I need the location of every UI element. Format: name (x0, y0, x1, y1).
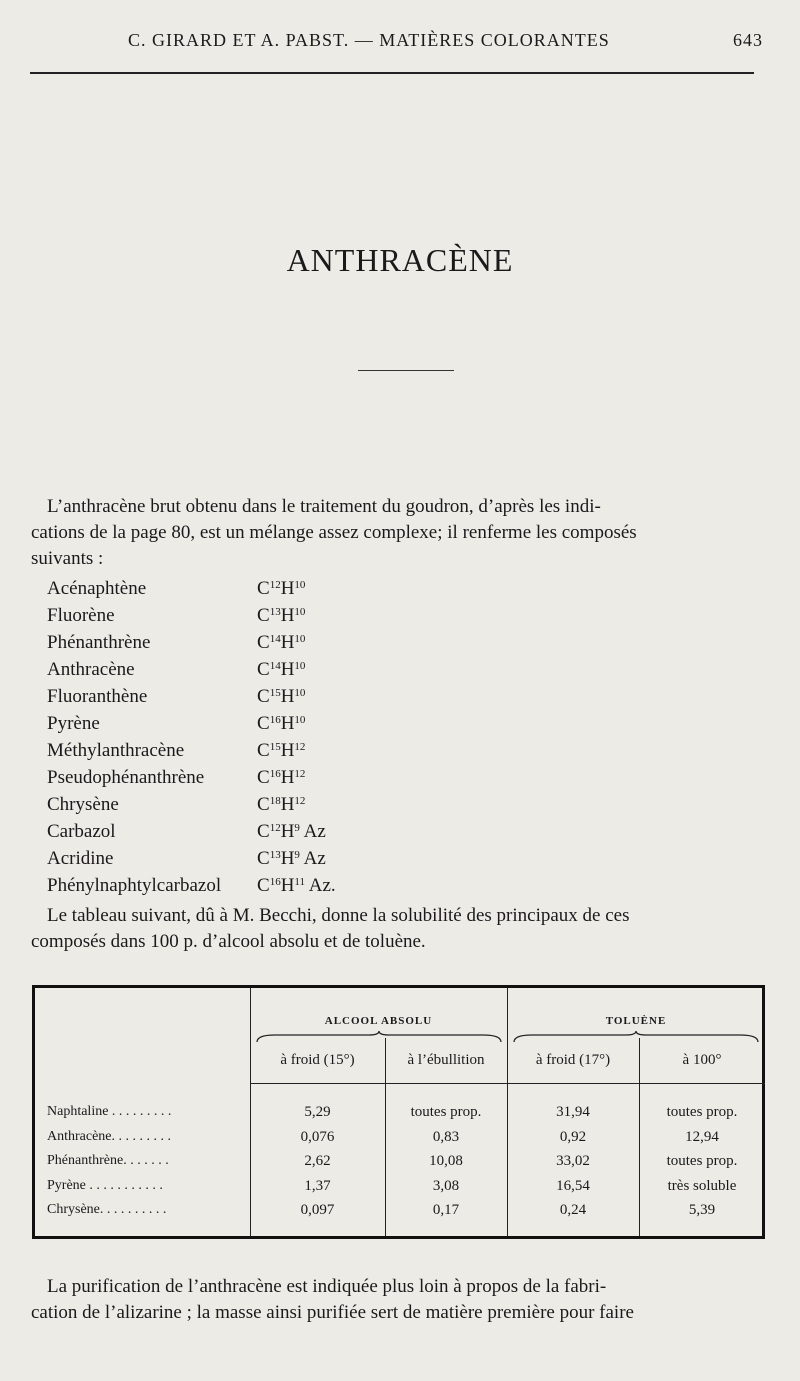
formula-element: C (257, 713, 270, 734)
formula-element: C (257, 848, 270, 869)
row-label: Pyrène . . . . . . . . . . . (47, 1177, 163, 1193)
table-cell: 33,02 (556, 1153, 590, 1169)
compound-formula (257, 686, 305, 708)
formula-element: H (280, 578, 295, 599)
formula-element: H (280, 821, 295, 842)
formula-element: C (257, 578, 270, 599)
page-number: 643 (733, 30, 763, 50)
compound-formula (257, 767, 305, 789)
formula-element: H (280, 767, 295, 788)
compound-name: Pyrène (47, 713, 100, 734)
compound-name: Chrysène (47, 794, 119, 815)
formula-element: C (257, 686, 270, 707)
formula-count: 11 (294, 876, 306, 888)
table-cell: 10,08 (429, 1153, 463, 1169)
formula-element: C (257, 605, 270, 626)
compound-formula (257, 821, 326, 843)
table-cell: 5,39 (688, 1202, 716, 1218)
formula-count: 12 (269, 579, 281, 591)
formula-count: 13 (269, 606, 281, 618)
compound-name: Acridine (47, 848, 114, 869)
table-cell: 0,24 (559, 1202, 587, 1218)
formula-suffix: Az (303, 821, 326, 842)
compound-formula (257, 848, 326, 870)
compound-formula (257, 875, 336, 897)
solubility-table (32, 985, 765, 1239)
compound-name: Pseudophénanthrène (47, 767, 205, 788)
compound-name: Méthylanthracène (47, 740, 185, 761)
formula-count: 12 (294, 768, 306, 780)
table-cell: 0,17 (432, 1202, 460, 1218)
row-label: Anthracène. . . . . . . . . (47, 1128, 172, 1144)
compound-name: Fluorène (47, 605, 115, 626)
formula-count: 14 (269, 660, 281, 672)
text-line: Le tableau suivant, dû à M. Becchi, donne la solubilité des principaux de ces (47, 905, 630, 926)
compound-formula (257, 659, 305, 681)
heading-rule (358, 370, 454, 371)
row-label: Naphtaline . . . . . . . . . (47, 1104, 172, 1119)
formula-count: 18 (269, 795, 281, 807)
formula-count: 13 (269, 849, 281, 861)
compound-name: Fluoranthène (47, 686, 148, 707)
intro-paragraph (31, 494, 767, 572)
row-label: Phénanthrène. . . . . . . (47, 1153, 169, 1168)
table-cell: 0,92 (559, 1128, 587, 1145)
row-label: Chrysène. . . . . . . . . . (47, 1202, 167, 1217)
compound-name: Acénaphtène (47, 578, 147, 599)
formula-element: H (280, 740, 295, 761)
formula-count: 10 (294, 633, 306, 645)
formula-element: H (280, 686, 295, 707)
table-cell: toutes prop. (666, 1104, 738, 1120)
compound-formula (257, 578, 305, 600)
formula-suffix: Az. (308, 875, 336, 896)
compound-name: Phénylnaphtylcarbazol (47, 875, 222, 896)
formula-element: H (280, 605, 295, 626)
table-intro-paragraph (31, 903, 767, 955)
compound-formula (257, 794, 305, 816)
table-cell: 16,54 (556, 1177, 590, 1194)
table-cell: 5,29 (304, 1104, 331, 1120)
group-label-toluene: TOLUÈNE (605, 1015, 667, 1027)
table-cell: 1,37 (304, 1177, 331, 1194)
formula-count: 10 (294, 714, 306, 726)
compound-name: Phénanthrène (47, 632, 151, 653)
table-cell: 3,08 (432, 1177, 460, 1194)
formula-count: 10 (294, 660, 306, 672)
formula-count: 10 (294, 687, 306, 699)
brace-icon (512, 1031, 760, 1043)
text-line: cation de l’alizarine ; la masse ainsi purifiée sert de matière première pour faire (31, 1302, 634, 1323)
subhead-alcool-ebullition: à l’ébullition (407, 1052, 485, 1068)
formula-count: 15 (269, 741, 281, 753)
formula-count: 9 (294, 849, 300, 861)
formula-count: 10 (294, 579, 306, 591)
group-label-alcool: ALCOOL ABSOLU (324, 1015, 433, 1027)
formula-suffix: Az (303, 848, 326, 869)
formula-count: 12 (294, 795, 306, 807)
formula-count: 15 (269, 687, 281, 699)
compound-name: Anthracène (47, 659, 135, 680)
header-rule (30, 72, 754, 74)
formula-element: H (280, 713, 295, 734)
formula-element: C (257, 794, 270, 815)
table-rule (250, 1083, 765, 1084)
formula-count: 9 (294, 822, 300, 834)
compound-formula (257, 713, 305, 735)
brace-icon (255, 1031, 503, 1043)
formula-count: 16 (269, 876, 281, 888)
subhead-alcool-froid: à froid (15°) (280, 1052, 355, 1068)
formula-count: 10 (294, 606, 306, 618)
formula-element: C (257, 767, 270, 788)
text-line: La purification de l’anthracène est indiquée plus loin à propos de la fabri- (47, 1276, 607, 1297)
table-cell: toutes prop. (666, 1153, 738, 1169)
formula-count: 16 (269, 768, 281, 780)
compound-formula (257, 632, 305, 654)
compound-formula (257, 605, 305, 627)
formula-element: C (257, 821, 270, 842)
subhead-toluene-100: à 100° (682, 1052, 722, 1068)
table-cell: 2,62 (304, 1153, 331, 1169)
formula-element: H (280, 632, 295, 653)
table-cell: 31,94 (556, 1104, 590, 1120)
formula-element: H (280, 659, 295, 680)
table-cell: 0,076 (300, 1128, 335, 1145)
closing-paragraph (31, 1274, 767, 1326)
formula-element: H (280, 794, 295, 815)
formula-count: 12 (294, 741, 306, 753)
formula-element: C (257, 740, 270, 761)
text-line: cations de la page 80, est un mélange assez complexe; il renferme les composés (31, 522, 637, 543)
table-cell: 0,83 (432, 1128, 460, 1145)
compound-formula (257, 740, 305, 762)
running-title: C. GIRARD ET A. PABST. — MATIÈRES COLORANTES (128, 30, 610, 50)
table-cell: 12,94 (685, 1128, 719, 1145)
formula-count: 12 (269, 822, 281, 834)
table-cell: 0,097 (300, 1202, 335, 1218)
text-line: L’anthracène brut obtenu dans le traitement du goudron, d’après les indi- (47, 496, 601, 517)
table-cell: toutes prop. (410, 1104, 482, 1120)
compound-name: Carbazol (47, 821, 116, 842)
subhead-toluene-froid: à froid (17°) (535, 1052, 611, 1068)
table-cell: très soluble (667, 1177, 737, 1194)
formula-element: H (280, 848, 295, 869)
formula-element: H (280, 875, 295, 896)
formula-element: C (257, 632, 270, 653)
section-heading: ANTHRACÈNE (286, 242, 514, 278)
text-line: suivants : (31, 548, 104, 569)
formula-element: C (257, 659, 270, 680)
formula-element: C (257, 875, 270, 896)
text-line: composés dans 100 p. d’alcool absolu et de toluène. (31, 931, 426, 952)
formula-count: 14 (269, 633, 281, 645)
formula-count: 16 (269, 714, 281, 726)
